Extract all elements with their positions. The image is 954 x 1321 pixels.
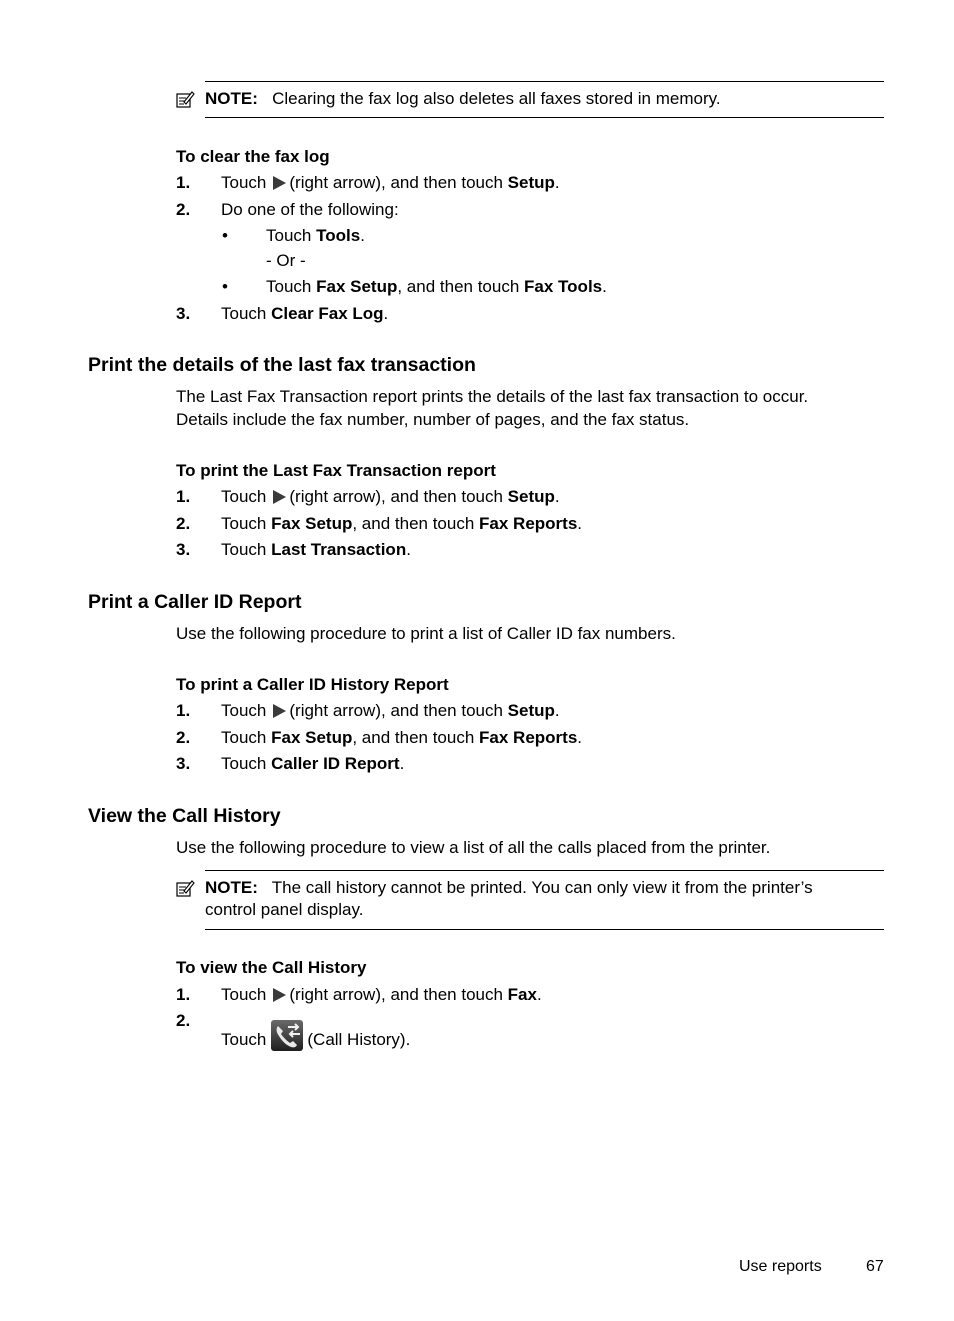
step-number: 3.	[176, 540, 191, 559]
note-top-rule	[205, 870, 884, 871]
bullet-mark: •	[222, 277, 228, 296]
bullet-text: Touch Tools.	[266, 226, 365, 245]
right-arrow-icon	[271, 175, 287, 191]
step-number: 3.	[176, 304, 191, 323]
note-label: NOTE:	[205, 878, 258, 897]
procedure-heading: To print the Last Fax Transaction report	[176, 461, 496, 480]
call-history-icon	[271, 1020, 303, 1051]
step-number: 2.	[176, 1011, 191, 1030]
step-text: Touch Caller ID Report.	[221, 754, 405, 773]
section-title: Print a Caller ID Report	[88, 591, 302, 613]
step-text: Touch Last Transaction.	[221, 540, 411, 559]
section-paragraph: The Last Fax Transaction report prints the details of the last fax transaction to occur.	[176, 387, 809, 406]
step-text: Touch (Call History).	[221, 1020, 410, 1053]
step-number: 1.	[176, 701, 191, 720]
note-body: Clearing the fax log also deletes all faxes stored in memory.	[272, 89, 721, 108]
note-top-rule	[205, 81, 884, 82]
note-pencil-icon	[175, 89, 195, 109]
note-body: The call history cannot be printed. You can only view it from the printer’s	[271, 878, 813, 897]
step-text: Touch (right arrow), and then touch Fax.	[221, 985, 542, 1004]
footer-page-number: 67	[866, 1258, 884, 1275]
step-text: Touch Fax Setup, and then touch Fax Reports.	[221, 514, 583, 533]
footer-section: Use reports	[739, 1258, 822, 1275]
note-text	[205, 878, 813, 898]
note-bottom-rule	[205, 929, 884, 930]
section-paragraph: Use the following procedure to view a list of all the calls placed from the printer.	[176, 838, 771, 857]
note-bottom-rule	[205, 117, 884, 118]
or-separator: - Or -	[266, 251, 306, 270]
procedure-heading: To view the Call History	[176, 958, 367, 977]
procedure-heading: To print a Caller ID History Report	[176, 675, 449, 694]
right-arrow-icon	[271, 987, 287, 1003]
procedure-heading: To clear the fax log	[176, 147, 330, 166]
bullet-mark: •	[222, 226, 228, 245]
step-number: 2.	[176, 728, 191, 747]
note-pencil-icon	[175, 878, 195, 898]
step-text: Touch (right arrow), and then touch Setup.	[221, 487, 560, 506]
note-label: NOTE:	[205, 89, 258, 108]
section-paragraph: Use the following procedure to print a list of Caller ID fax numbers.	[176, 624, 676, 643]
right-arrow-icon	[271, 703, 287, 719]
note-text	[205, 89, 721, 109]
step-number: 1.	[176, 173, 191, 192]
section-paragraph: Details include the fax number, number of pages, and the fax status.	[176, 410, 690, 429]
bullet-text: Touch Fax Setup, and then touch Fax Tools.	[266, 277, 607, 296]
step-text: Touch (right arrow), and then touch Setup.	[221, 173, 560, 192]
step-number: 2.	[176, 200, 191, 219]
section-title: View the Call History	[88, 805, 281, 827]
step-number: 2.	[176, 514, 191, 533]
step-text: Touch Fax Setup, and then touch Fax Reports.	[221, 728, 583, 747]
step-number: 1.	[176, 985, 191, 1004]
section-title: Print the details of the last fax transaction	[88, 354, 476, 376]
step-text: Do one of the following:	[221, 200, 399, 219]
step-text: Touch Clear Fax Log.	[221, 304, 389, 323]
step-text: Touch (right arrow), and then touch Setup.	[221, 701, 560, 720]
right-arrow-icon	[271, 489, 287, 505]
step-number: 3.	[176, 754, 191, 773]
note-text-continued: control panel display.	[205, 900, 364, 919]
step-number: 1.	[176, 487, 191, 506]
